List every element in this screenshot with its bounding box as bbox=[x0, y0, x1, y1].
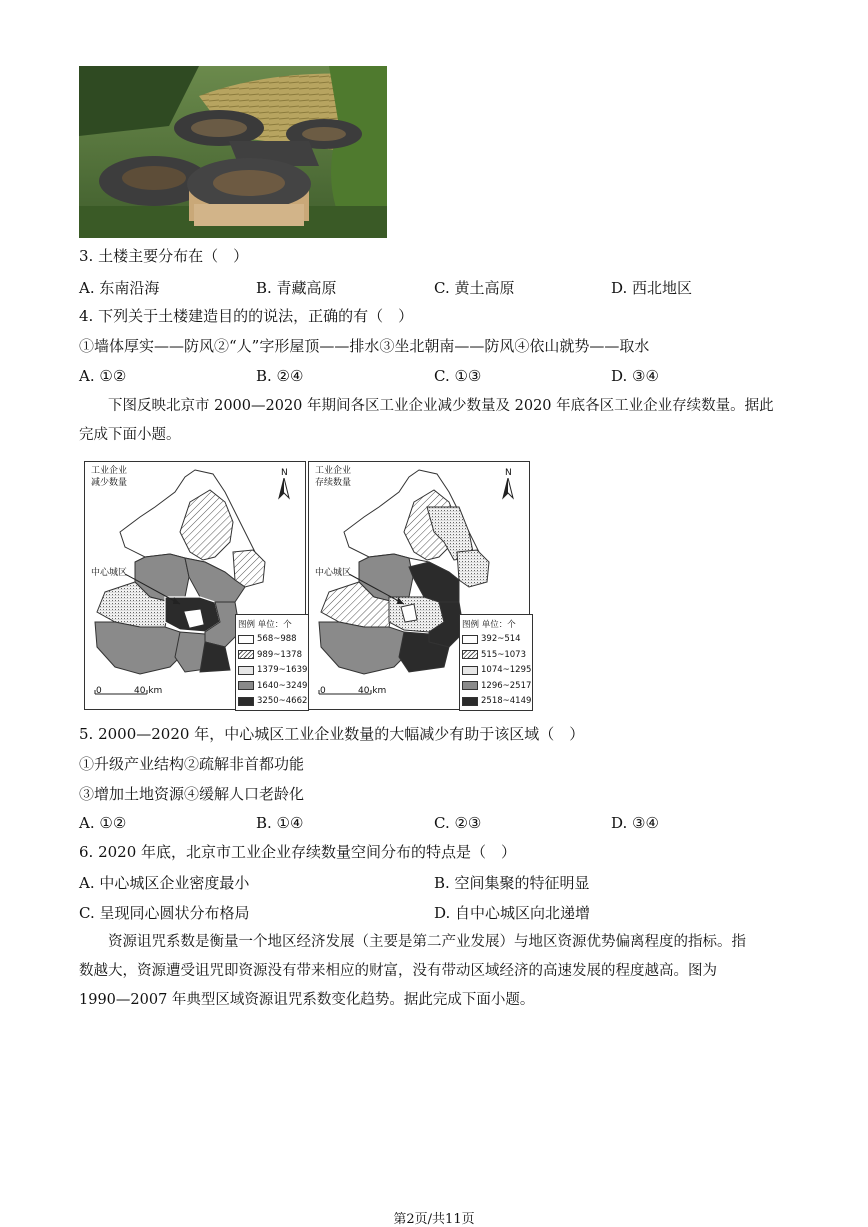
intro1-line1: 下图反映北京市 2000—2020 年期间各区工业企业减少数量及 2020 年底各区工业企业存续数量。据此 bbox=[108, 398, 774, 414]
center-city-label: 中心城区 bbox=[91, 568, 128, 578]
map-remaining-title-2: 存续数量 bbox=[315, 478, 352, 488]
center-city-label: 中心城区 bbox=[315, 568, 352, 578]
q6-option-d[interactable]: D. 自中心城区向北递增 bbox=[434, 904, 591, 922]
q5-option-d[interactable]: D. ③④ bbox=[611, 814, 659, 832]
scale-label: 40 km bbox=[134, 686, 163, 696]
map-remaining bbox=[308, 461, 530, 710]
scale-zero: 0 bbox=[96, 686, 102, 696]
q3-option-c[interactable]: C. 黄土高原 bbox=[434, 279, 515, 297]
intro1-line2: 完成下面小题。 bbox=[79, 427, 181, 443]
legend-title: 图例 单位：个 bbox=[462, 619, 516, 630]
legend-item: 515~1073 bbox=[462, 647, 530, 663]
q5-line1: ①升级产业结构②疏解非首都功能 bbox=[79, 755, 305, 773]
tulou-photo-icon bbox=[79, 66, 387, 238]
map-decrease bbox=[84, 461, 306, 710]
page-number: 第2页/共11页 bbox=[393, 1212, 475, 1227]
q4-option-a[interactable]: A. ①② bbox=[79, 367, 127, 385]
q5-option-b[interactable]: B. ①④ bbox=[256, 814, 304, 832]
intro2-line3: 1990—2007 年典型区域资源诅咒系数变化趋势。据此完成下面小题。 bbox=[79, 992, 535, 1008]
north-label: N bbox=[281, 468, 288, 478]
q3-stem: 3. 土楼主要分布在（ ） bbox=[79, 247, 249, 265]
q4-statements: ①墙体厚实——防风②“人”字形屋顶——排水③坐北朝南——防风④依山就势——取水 bbox=[79, 337, 650, 355]
intro2-line2: 数越大，资源遭受诅咒即资源没有带来相应的财富，没有带动区域经济的高速发展的程度越高。图为 bbox=[79, 963, 717, 979]
legend-decrease bbox=[235, 614, 309, 711]
q3-option-d[interactable]: D. 西北地区 bbox=[611, 279, 693, 297]
legend-remaining bbox=[459, 614, 533, 711]
legend-item: 1379~1639 bbox=[238, 663, 306, 679]
legend-item: 989~1378 bbox=[238, 647, 306, 663]
q5-option-c[interactable]: C. ②③ bbox=[434, 814, 482, 832]
legend-item: 3250~4662 bbox=[238, 694, 306, 710]
q6-stem: 6. 2020 年底，北京市工业企业存续数量空间分布的特点是（ ） bbox=[79, 843, 517, 861]
scale-label: 40 km bbox=[358, 686, 387, 696]
tulou-photo bbox=[79, 66, 387, 238]
q6-option-a[interactable]: A. 中心城区企业密度最小 bbox=[79, 874, 250, 892]
map-remaining-title-1: 工业企业 bbox=[315, 466, 352, 476]
scale-zero: 0 bbox=[320, 686, 326, 696]
legend-title: 图例 单位：个 bbox=[238, 619, 292, 630]
q4-option-b[interactable]: B. ②④ bbox=[256, 367, 304, 385]
legend-item: 1074~1295 bbox=[462, 663, 530, 679]
legend-item: 392~514 bbox=[462, 632, 530, 648]
q5-stem: 5. 2000—2020 年，中心城区工业企业数量的大幅减少有助于该区域（ ） bbox=[79, 725, 585, 743]
intro2-line1: 资源诅咒系数是衡量一个地区经济发展（主要是第二产业发展）与地区资源优势偏离程度的指标。指 bbox=[108, 934, 746, 950]
q6-option-b[interactable]: B. 空间集聚的特征明显 bbox=[434, 874, 590, 892]
map-decrease-title-2: 减少数量 bbox=[91, 478, 128, 488]
legend-item: 2518~4149 bbox=[462, 694, 530, 710]
q6-option-c[interactable]: C. 呈现同心圆状分布格局 bbox=[79, 904, 250, 922]
north-label: N bbox=[505, 468, 512, 478]
q4-option-d[interactable]: D. ③④ bbox=[611, 367, 659, 385]
legend-item: 1640~3249 bbox=[238, 678, 306, 694]
q4-stem: 4. 下列关于土楼建造目的的说法，正确的有（ ） bbox=[79, 307, 414, 325]
q3-option-b[interactable]: B. 青藏高原 bbox=[256, 279, 337, 297]
legend-item: 568~988 bbox=[238, 632, 306, 648]
q3-option-a[interactable]: A. 东南沿海 bbox=[79, 279, 160, 297]
q5-option-a[interactable]: A. ①② bbox=[79, 814, 127, 832]
q5-line2: ③增加土地资源④缓解人口老龄化 bbox=[79, 785, 305, 803]
q4-option-c[interactable]: C. ①③ bbox=[434, 367, 482, 385]
legend-item: 1296~2517 bbox=[462, 678, 530, 694]
map-decrease-title-1: 工业企业 bbox=[91, 466, 128, 476]
